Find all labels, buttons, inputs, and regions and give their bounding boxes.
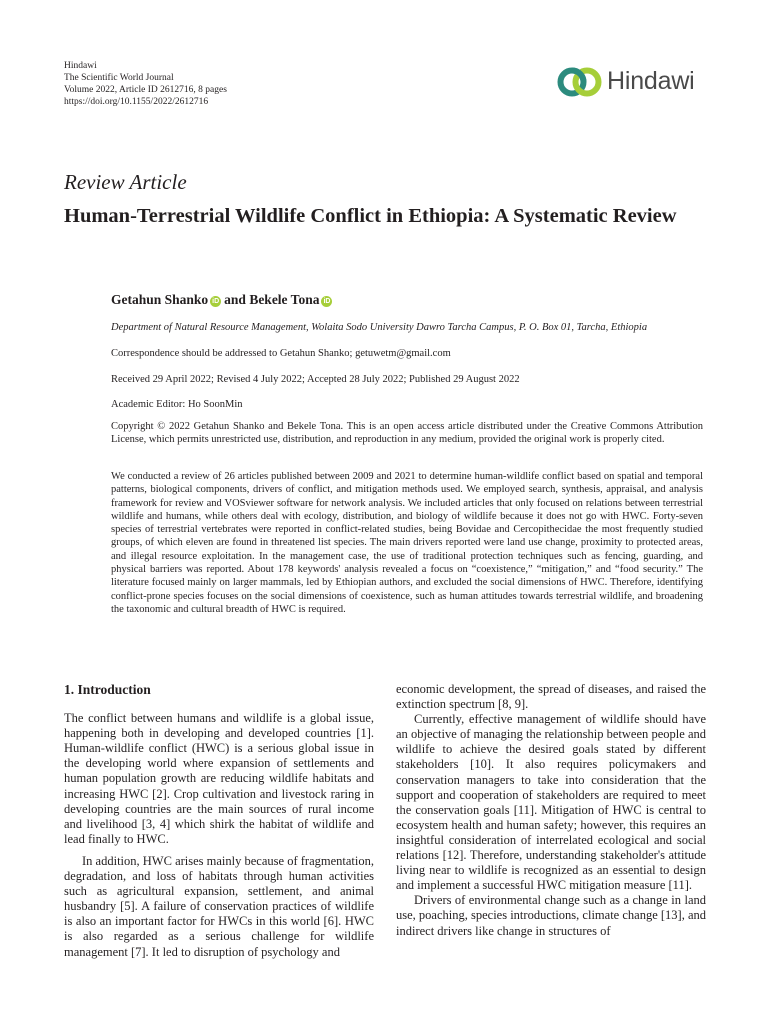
author-name-second[interactable]: and Bekele Tona	[224, 292, 320, 307]
journal-name: The Scientific World Journal	[64, 73, 174, 83]
orcid-icon[interactable]: iD	[212, 298, 220, 305]
affiliation: Department of Natural Resource Management, Wolaita Sodo University Dawro Tarcha Campus, P. O. Box 01, Tarcha, Ethiopia	[111, 322, 648, 333]
logo-wordmark: Hindawi	[607, 67, 695, 95]
article-title: Human-Terrestrial Wildlife Conflict in Ethiopia: A Systematic Review	[64, 205, 677, 227]
orcid-icon[interactable]: iD	[323, 298, 331, 305]
academic-editor: Academic Editor: Ho SoonMin	[111, 399, 243, 410]
abstract: We conducted a review of 26 articles published between 2009 and 2021 to determine human-wildlife conflict based on spatial and temporal patterns, biological components, drivers of conflict, and mitigation methods used. We employed search, synthesis, appraisal, and analysis framework for review and VOSviewer software for network analysis. We included articles that only focused on relations between terrestrial wildlife and humans, while others deal with ecology, distribution, and biology of wildlife because it does not go with HWC. Forty-seven species of terrestrial vertebrates were reported in conflict-related studies, being Bovidae and Cercopithecidae the most frequently studied groups, of which eleven are found in threatened list species. The main drivers reported were land use change, proximity to protected areas, and illegal resource exploitation. In the management case, the use of traditional protection techniques such as fencing, guarding, and physical barriers was reported. About 178 keywords' analysis revealed a focus on “coexistence,” “mitigation,” and “food security.” The literature focused mainly on larger mammals, led by Ethiopian authors, and excluded the social dimensions of HWC. Therefore, identifying conflict-prone species focuses on the social dimensions of coexistence, such as human attitudes towards terrestrial wildlife, and broadening the taxonomic and cultural breadth of HWC is required.	[111, 471, 703, 615]
copyright-notice: Copyright © 2022 Getahun Shanko and Bekele Tona. This is an open access article distributed under the Creative Commons Attribution License, which permits unrestricted use, distribution, and reproduction in any medium, provided the original work is properly cited.	[111, 421, 703, 446]
body-paragraph: Drivers of environmental change such as a change in land use, poaching, species introductions, climate change [13], and indirect drivers like change in structures of	[396, 893, 706, 938]
body-paragraph: The conflict between humans and wildlife is a global issue, happening both in developing and developed countries [1]. Human-wildlife conflict (HWC) is a serious global issue in the developing world where expansion of settlements and human population growth are reducing wildlife habitats and increasing HWC [2]. Crop cultivation and livestock raring in developing countries are the main sources of rural income and livelihood [3, 4] which shirk the habitat of wildlife and lead finally to HWC.	[64, 711, 374, 846]
journal-metadata	[64, 60, 227, 108]
author-list	[111, 292, 335, 308]
publication-dates: Received 29 April 2022; Revised 4 July 2022; Accepted 28 July 2022; Published 29 August 2022	[111, 374, 520, 385]
body-paragraph: Currently, effective management of wildlife should have an objective of managing the relationship between people and wildlife to achieve the desired goals stated by different stakeholders [10]. It also requires policymakers and conservation managers to take into consideration that the support and cooperation of stakeholders are required to meet the conservation goals [11]. Mitigation of HWC is central to ecosystem health and human safety; however, this requires an insightful consideration of interrelated ecological and social relations [12]. Therefore, understanding stakeholder's attitude living near to wildlife is recognized as an essential to design and implement a successful HWC mitigation measure [11].	[396, 712, 706, 893]
doi-link[interactable]: https://doi.org/10.1155/2022/2612716	[64, 97, 209, 107]
body-paragraph: economic development, the spread of diseases, and raised the extinction spectrum [8, 9].	[396, 682, 706, 712]
publisher-name: Hindawi	[64, 61, 97, 71]
volume-info: Volume 2022, Article ID 2612716, 8 pages	[64, 85, 227, 95]
section-heading: 1. Introduction	[64, 682, 151, 697]
article-type: Review Article	[64, 170, 187, 194]
body-column-right	[396, 682, 706, 939]
body-column-left	[64, 682, 374, 960]
body-paragraph: In addition, HWC arises mainly because of fragmentation, degradation, and loss of habitats through human activities such as agricultural expansion, settlement, and animal husbandry [5]. A failure of conservation practices of wildlife is also an important factor for HWCs in this world [6]. HWC is also regarded as a serious challenge for wildlife management [7]. It led to disruption of psychology and	[64, 853, 374, 959]
hindawi-logo-icon	[557, 62, 603, 102]
correspondence: Correspondence should be addressed to Getahun Shanko; getuwetm@gmail.com	[111, 348, 451, 359]
author-name[interactable]: Getahun Shanko	[111, 292, 209, 307]
hindawi-logo	[557, 62, 707, 102]
